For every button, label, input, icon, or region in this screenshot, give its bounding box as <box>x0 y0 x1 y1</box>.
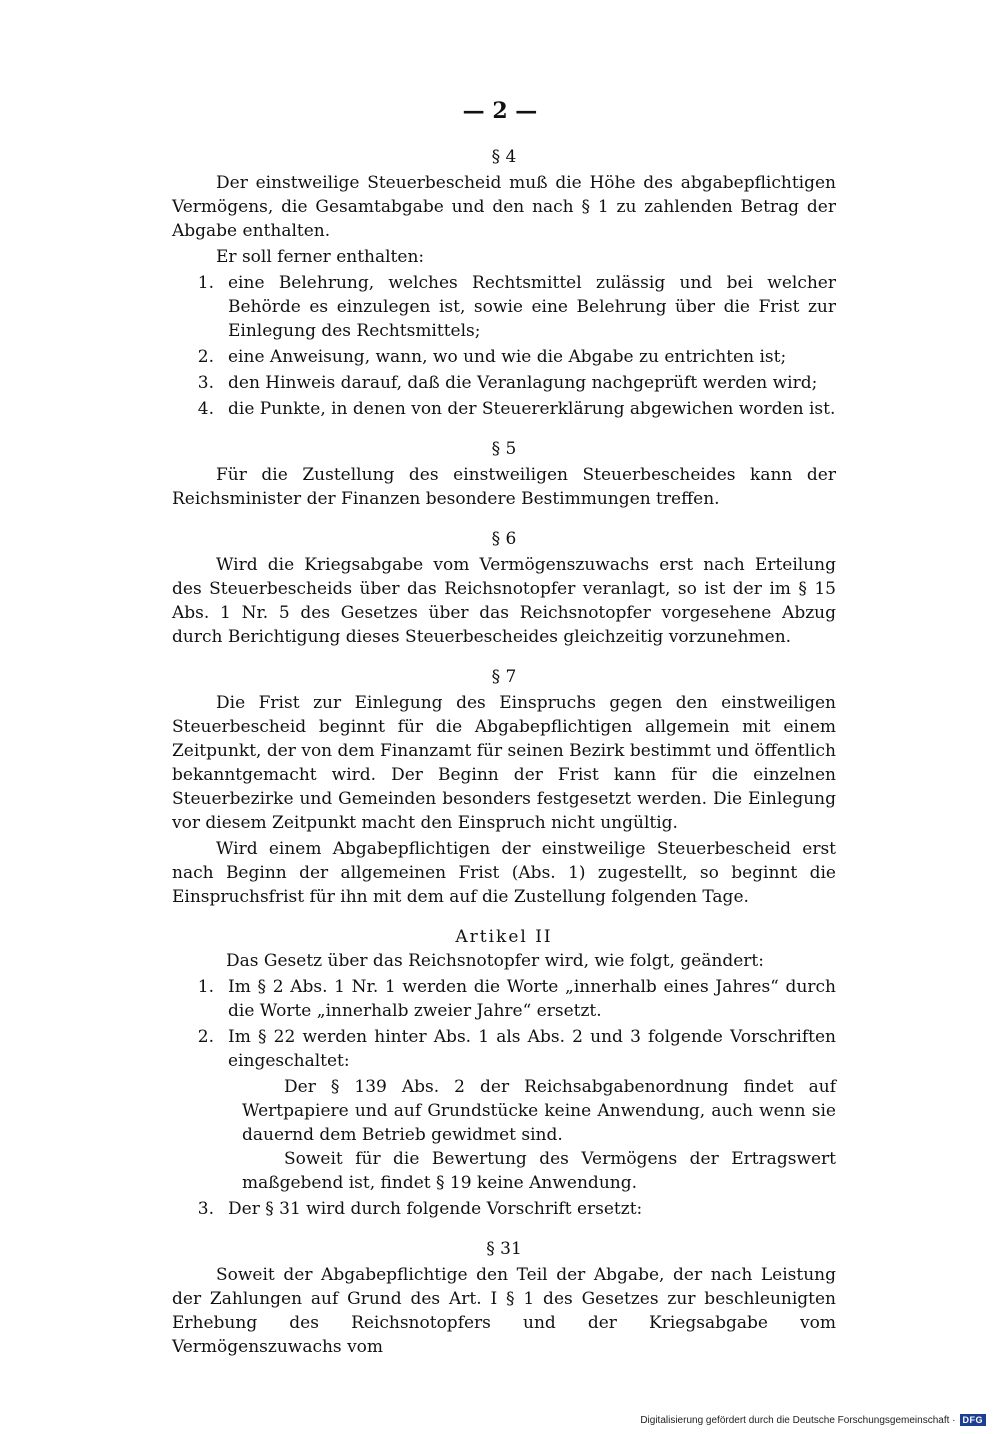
list-item <box>172 1197 836 1221</box>
list-item <box>172 271 836 343</box>
list-text: Im § 2 Abs. 1 Nr. 1 werden die Worte „innerhalb eines Jahres“ durch die Worte „innerhalb zweier Jahre“ ersetzt. <box>228 977 836 1021</box>
list-text: eine Anweisung, wann, wo und wie die Abgabe zu entrichten ist; <box>228 347 787 367</box>
list-text: Der § 31 wird durch folgende Vorschrift ersetzt: <box>228 1199 643 1219</box>
list-item <box>172 345 836 369</box>
paragraph: Die Frist zur Einlegung des Einspruchs gegen den einstweiligen Steuerbescheid beginnt für die Abgabepflichtigen allgemein mit einem Zeitpunkt, der von dem Finanzamt für seinen Bezirk bestimmt und öffentlich bekanntgemacht wird. Der Beginn der Frist kann für die einzelnen Steuerbezirke und Gemeinden besonders festgesetzt werden. Die Einlegung vor diesem Zeitpunkt macht den Einspruch nicht ungültig. <box>172 693 836 833</box>
list-number: 2. <box>197 347 214 367</box>
paragraph: Für die Zustellung des einstweiligen Steuerbescheides kann der Reichsminister der Finanzen besondere Bestimmungen treffen. <box>172 465 836 509</box>
document-body <box>172 145 836 1359</box>
list-number: 1. <box>197 273 214 293</box>
paragraph: Der einstweilige Steuerbescheid muß die Höhe des abgabepflichtigen Vermögens, die Gesamtabgabe und den nach § 1 zu zahlenden Betrag der Abgabe enthalten. <box>172 173 836 241</box>
list-number: 1. <box>197 977 214 997</box>
list-text: die Punkte, in denen von der Steuererklärung abgewichen worden ist. <box>228 399 836 419</box>
credit-text: Digitalisierung gefördert durch die Deutsche Forschungsgemeinschaft · <box>640 1414 956 1426</box>
list-text: Im § 22 werden hinter Abs. 1 als Abs. 2 und 3 folgende Vorschriften eingeschaltet: <box>228 1027 836 1071</box>
list-text: eine Belehrung, welches Rechtsmittel zulässig und bei welcher Behörde es einzulegen ist, sowie eine Belehrung über die Frist zur Einlegung des Rechtsmittels; <box>228 273 836 341</box>
list-item <box>172 975 836 1023</box>
digitization-credit <box>640 1414 986 1426</box>
inserted-provision: Soweit für die Bewertung des Vermögens der Ertragswert maßgebend ist, findet § 19 keine Anwendung. <box>242 1149 836 1193</box>
section-heading-5: § 5 <box>491 439 517 459</box>
list-number: 2. <box>197 1027 214 1047</box>
paragraph: Wird einem Abgabepflichtigen der einstweilige Steuerbescheid erst nach Beginn der allgemeinen Frist (Abs. 1) zugestellt, so beginnt die Einspruchsfrist für ihn mit dem auf die Zustellung folgenden Tage. <box>172 839 836 907</box>
amendment-list <box>172 1197 836 1221</box>
section-heading-7: § 7 <box>491 667 517 687</box>
list-number: 3. <box>197 373 214 393</box>
paragraph: Wird die Kriegsabgabe vom Vermögenszuwachs erst nach Erteilung des Steuerbescheids über das Reichsnotopfer veranlagt, so ist der im § 15 Abs. 1 Nr. 5 des Gesetzes über das Reichsnotopfer vorgesehene Abzug durch Berichtigung dieses Steuerbescheides gleichzeitig vorzunehmen. <box>172 555 836 647</box>
list-number: 4. <box>197 399 214 419</box>
section-heading-6: § 6 <box>491 529 517 549</box>
paragraph: Soweit der Abgabepflichtige den Teil der Abgabe, der nach Leistung der Zahlungen auf Grund des Art. I § 1 des Gesetzes zur beschleunigten Erhebung des Reichsnotopfers und der Kriegsabgabe vom Vermögenszuwachs vom <box>172 1265 836 1357</box>
list-number: 3. <box>197 1199 214 1219</box>
list-item <box>172 397 836 421</box>
list-item <box>172 1025 836 1073</box>
article-heading: Artikel II <box>455 927 553 947</box>
paragraph: Das Gesetz über das Reichsnotopfer wird, wie folgt, geändert: <box>226 951 764 971</box>
paragraph: Er soll ferner enthalten: <box>216 247 425 267</box>
inserted-provision: Der § 139 Abs. 2 der Reichsabgabenordnung findet auf Wertpapiere und auf Grundstücke keine Anwendung, auch wenn sie dauernd dem Betrieb gewidmet sind. <box>242 1077 836 1145</box>
list-text: den Hinweis darauf, daß die Veranlagung nachgeprüft werden wird; <box>228 373 818 393</box>
section-heading-4: § 4 <box>491 147 517 167</box>
section-heading-31: § 31 <box>486 1239 522 1259</box>
amendment-list <box>172 975 836 1073</box>
enumerated-list <box>172 271 836 421</box>
dfg-logo: DFG <box>960 1414 987 1426</box>
list-item <box>172 371 836 395</box>
page-number: — 2 — <box>462 98 538 124</box>
